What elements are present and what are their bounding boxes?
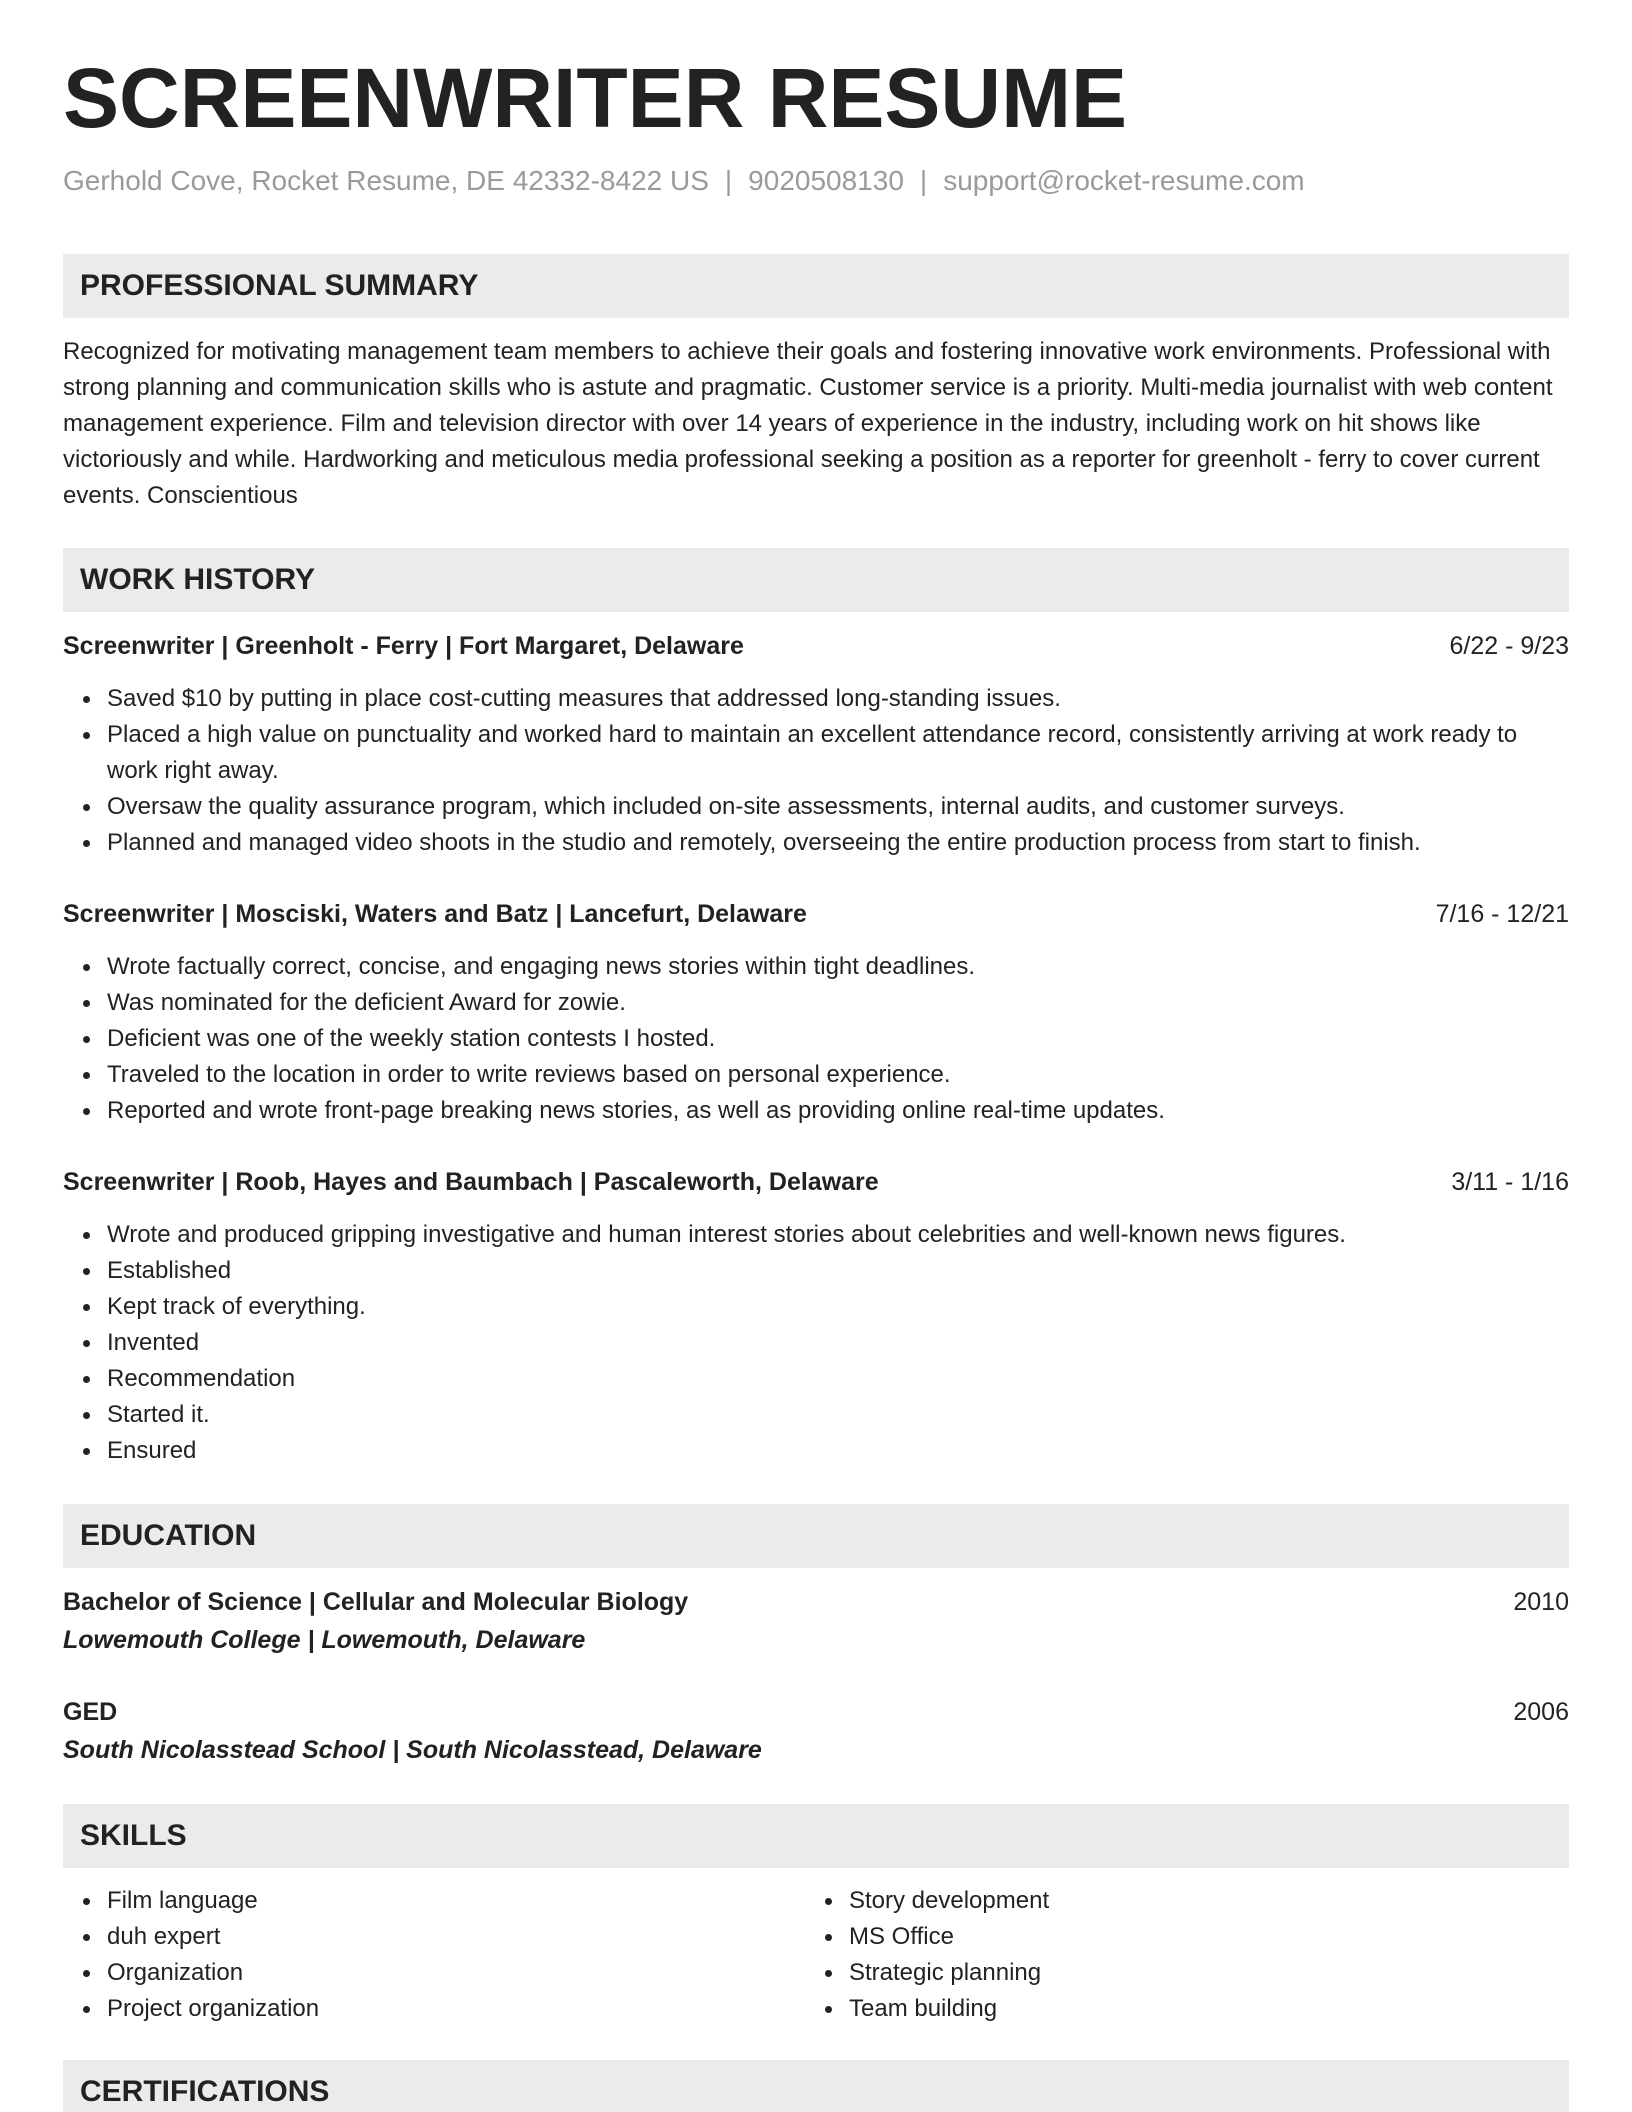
contact-address: Gerhold Cove, Rocket Resume, DE 42332-8422 US <box>63 165 709 196</box>
education-school-row <box>63 1622 1569 1658</box>
job-header <box>63 628 1569 664</box>
skill-item: Film language <box>107 1883 803 1919</box>
section-title-summary: PROFESSIONAL SUMMARY <box>80 269 479 302</box>
section-title-skills: SKILLS <box>80 1819 187 1852</box>
job-duty: Wrote factually correct, concise, and engaging news stories within tight deadlines. <box>107 949 1569 985</box>
job-duty: Invented <box>107 1325 1569 1361</box>
education-degree-row <box>63 1694 1569 1730</box>
job-duties-list <box>63 949 1569 1129</box>
job-duty: Planned and managed video shoots in the studio and remotely, overseeing the entire production process from start to finish. <box>107 825 1569 861</box>
contact-separator: | <box>724 165 733 196</box>
skills-list-left <box>63 1883 803 2027</box>
job-duty: Recommendation <box>107 1361 1569 1397</box>
job-title: Screenwriter | Greenholt - Ferry | Fort Margaret, Delaware <box>63 632 744 660</box>
section-header-work-history <box>63 548 1569 612</box>
job-title: Screenwriter | Roob, Hayes and Baumbach | Pascaleworth, Delaware <box>63 1168 879 1196</box>
job-duty: Started it. <box>107 1397 1569 1433</box>
contact-separator: | <box>919 165 928 196</box>
job-title: Screenwriter | Mosciski, Waters and Batz | Lancefurt, Delaware <box>63 900 807 928</box>
education-degree-row <box>63 1584 1569 1620</box>
education-school: South Nicolasstead School | South Nicolasstead, Delaware <box>63 1736 762 1764</box>
education-degree: Bachelor of Science | Cellular and Molecular Biology <box>63 1588 689 1616</box>
job-dates: 7/16 - 12/21 <box>1435 900 1569 928</box>
job-duty: Was nominated for the deficient Award for zowie. <box>107 985 1569 1021</box>
education-year: 2006 <box>1513 1698 1569 1726</box>
skill-item: MS Office <box>849 1919 1545 1955</box>
job-header <box>63 1164 1569 1200</box>
section-title-certifications: CERTIFICATIONS <box>80 2075 330 2108</box>
education-school: Lowemouth College | Lowemouth, Delaware <box>63 1626 586 1654</box>
job-dates: 3/11 - 1/16 <box>1451 1168 1569 1196</box>
job-duty: Kept track of everything. <box>107 1289 1569 1325</box>
job-duty: Ensured <box>107 1433 1569 1469</box>
skill-item: Organization <box>107 1955 803 1991</box>
job-dates: 6/22 - 9/23 <box>1449 632 1569 660</box>
contact-line <box>63 165 1305 197</box>
section-title-education: EDUCATION <box>80 1519 257 1552</box>
contact-phone: 9020508130 <box>748 165 904 196</box>
skill-item: Team building <box>849 1991 1545 2027</box>
skill-item: Strategic planning <box>849 1955 1545 1991</box>
section-header-summary <box>63 254 1569 318</box>
section-header-skills <box>63 1804 1569 1868</box>
contact-email: support@rocket-resume.com <box>943 165 1305 196</box>
skill-item: Story development <box>849 1883 1545 1919</box>
job-duty: Placed a high value on punctuality and worked hard to maintain an excellent attendance record, consistently arriving at work ready to work right away. <box>107 717 1569 789</box>
resume-title: SCREENWRITER RESUME <box>63 51 1128 145</box>
summary-text: Recognized for motivating management team members to achieve their goals and fostering innovative work environments. Professional with strong planning and communication skills who is astute and pragmatic. Customer service is a priority. Multi-media journalist with web content management experience. Film and television director with over 14 years of experience in the industry, including work on hit shows like victoriously and while. Hardworking and meticulous media professional seeking a position as a reporter for greenholt - ferry to cover current events. Conscientious <box>63 338 1553 509</box>
job-duty: Traveled to the location in order to write reviews based on personal experience. <box>107 1057 1569 1093</box>
job-duty: Deficient was one of the weekly station contests I hosted. <box>107 1021 1569 1057</box>
skills-list-right <box>805 1883 1545 2027</box>
job-duty: Established <box>107 1253 1569 1289</box>
job-header <box>63 896 1569 932</box>
education-year: 2010 <box>1513 1588 1569 1616</box>
section-title-work-history: WORK HISTORY <box>80 563 316 596</box>
job-duty: Wrote and produced gripping investigative and human interest stories about celebrities and well-known news figures. <box>107 1217 1569 1253</box>
section-header-certifications <box>63 2060 1569 2112</box>
skill-item: duh expert <box>107 1919 803 1955</box>
job-duties-list <box>63 1217 1569 1469</box>
job-duty: Saved $10 by putting in place cost-cutting measures that addressed long-standing issues. <box>107 681 1569 717</box>
education-degree: GED <box>63 1698 118 1726</box>
section-header-education <box>63 1504 1569 1568</box>
skill-item: Project organization <box>107 1991 803 2027</box>
job-duty: Oversaw the quality assurance program, which included on-site assessments, internal audits, and customer surveys. <box>107 789 1569 825</box>
job-duties-list <box>63 681 1569 861</box>
education-school-row <box>63 1732 1569 1768</box>
job-duty: Reported and wrote front-page breaking news stories, as well as providing online real-time updates. <box>107 1093 1569 1129</box>
